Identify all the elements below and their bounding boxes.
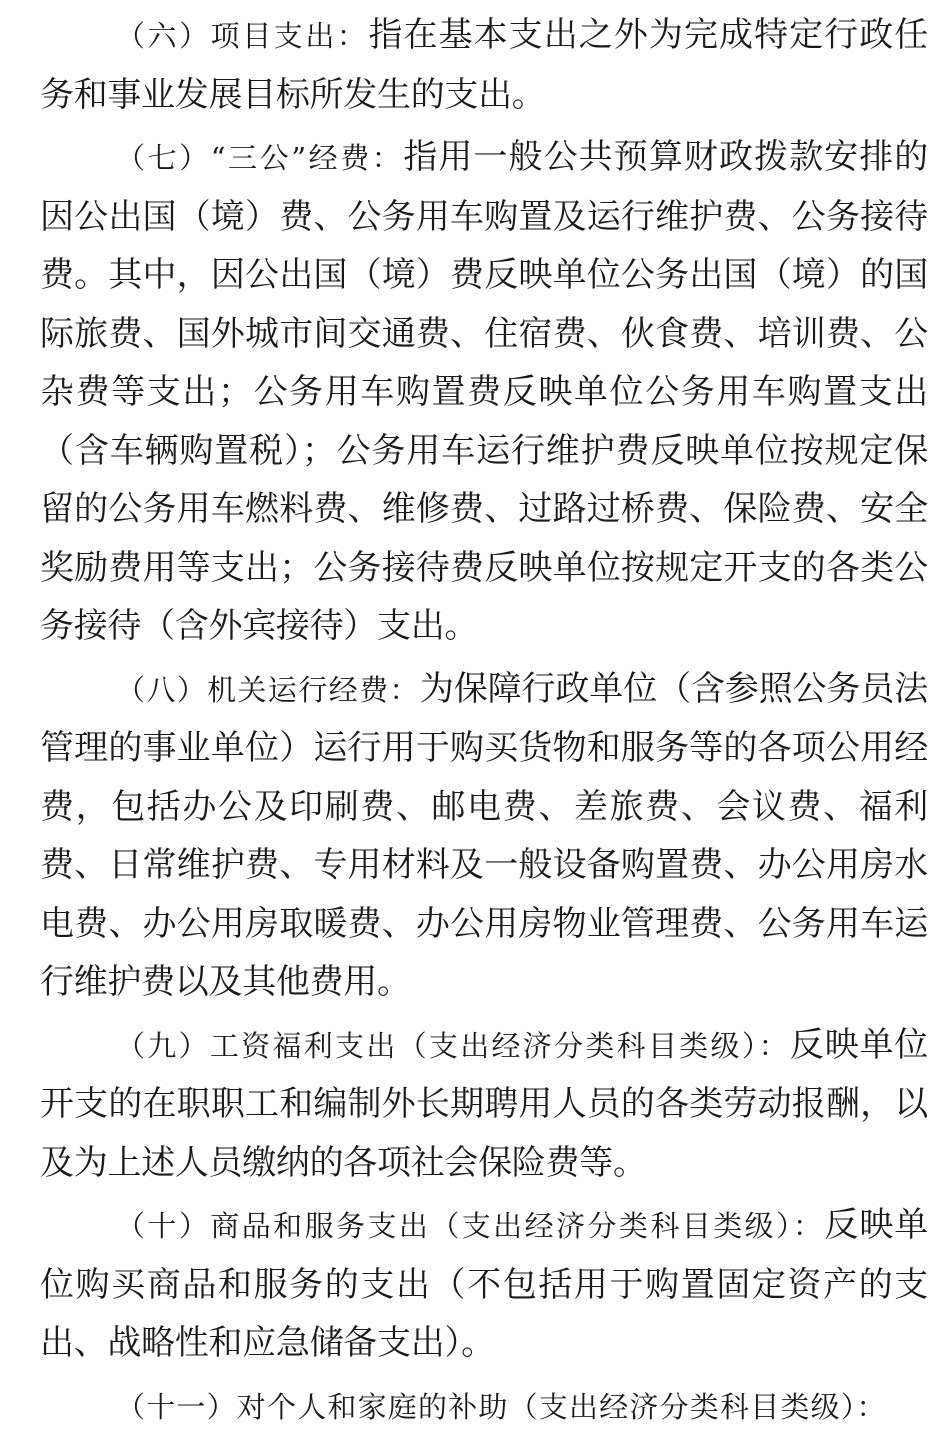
paragraph-body: 为保障行政单位（含参照公务员法管理的事业单位）运行用于购买货物和服务等的各项公用经费，包括办公及印刷费、邮电费、差旅费、会议费、福利费、日常维护费、专用材料及一般设备购置费、办公用房水电费、办公用房取暖费、办公用房物业管理费、公务用车运行维护费以及其他费用。 (40, 669, 928, 1003)
paragraph-agency-operating-expenses (40, 660, 928, 1012)
paragraph-wage-welfare-expenditure (40, 1016, 928, 1193)
paragraph-heading: （十）商品和服务支出（支出经济分类科目类级）： (116, 1209, 824, 1243)
paragraph-body: 反映单位购买商品和服务的支出（不包括用于购置固定资产的支出、战略性和应急储备支出）。 (40, 1205, 928, 1363)
paragraph-heading: （十一）对个人和家庭的补助（支出经济分类科目类级）： (116, 1390, 887, 1424)
paragraph-heading: （七）“三公”经费： (116, 141, 403, 175)
paragraph-three-public-expenses (40, 128, 928, 656)
paragraph-individual-household-subsidies (40, 1377, 928, 1436)
paragraph-body: 指在基本支出之外为完成特定行政任务和事业发展目标所发生的支出。 (40, 15, 928, 115)
paragraph-goods-services-expenditure (40, 1196, 928, 1373)
paragraph-body: 指用一般公共预算财政拨款安排的因公出国（境）费、公务用车购置及运行维护费、公务接待费。其中，因公出国（境）费反映单位公务出国（境）的国际旅费、国外城市间交通费、住宿费、伙食费、培训费、公杂费等支出；公务用车购置费反映单位公务用车购置支出（含车辆购置税）；公务用车运行维护费反映单位按规定保留的公务用车燃料费、维修费、过路过桥费、保险费、安全奖励费用等支出；公务接待费反映单位按规定开支的各类公务接待（含外宾接待）支出。 (40, 137, 928, 646)
paragraph-project-expenditure (40, 6, 928, 124)
paragraph-heading: （八）机关运行经费： (116, 673, 420, 707)
paragraph-heading: （六）项目支出： (116, 19, 368, 53)
paragraph-body: 反映单位开支的在职职工和编制外长期聘用人员的各类劳动报酬，以及为上述人员缴纳的各项社会保险费等。 (40, 1025, 928, 1183)
paragraph-heading: （九）工资福利支出（支出经济分类科目类级）： (116, 1029, 790, 1063)
